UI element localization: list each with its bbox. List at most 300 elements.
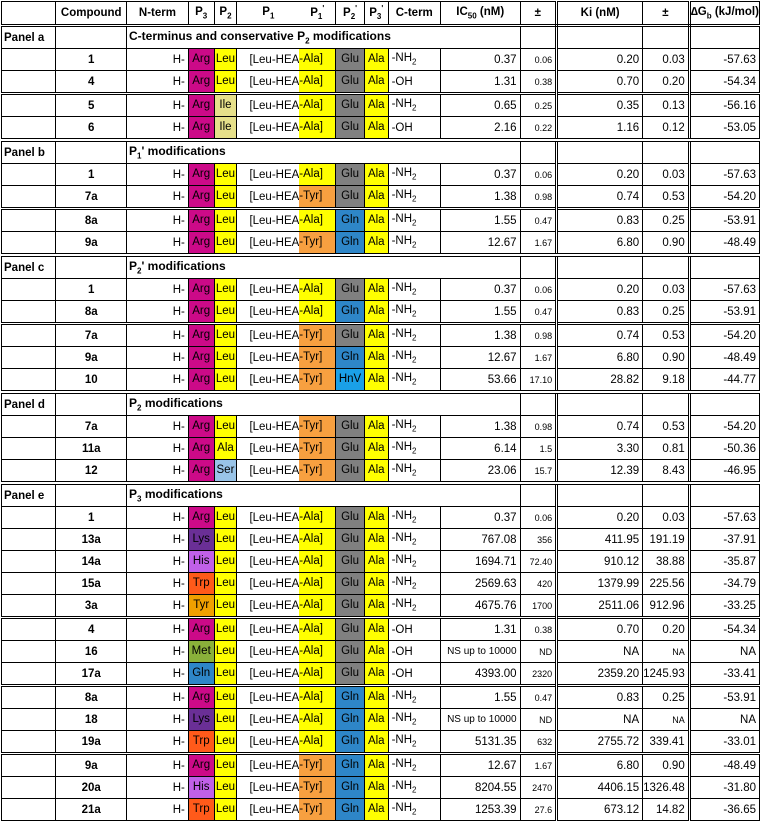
p1p-residue: -Tyr] [299, 186, 335, 207]
panel-blank [557, 392, 643, 416]
p1p-residue-cell [299, 279, 335, 301]
p2p-residue-cell [336, 709, 365, 731]
delta-g-value: -54.34 [723, 623, 756, 636]
p2p-residue-cell [336, 438, 365, 460]
p2p-residue: Glu [336, 117, 364, 138]
ic50-error-cell [520, 279, 557, 301]
ic50-error: 1.67 [534, 760, 553, 771]
ic50-error-cell [520, 49, 557, 71]
ki-value-cell [557, 641, 643, 663]
ic50-value: 1.38 [494, 420, 517, 433]
c-term: -NH [391, 598, 413, 611]
p1p-residue: -Ala] [299, 529, 335, 550]
p3p-residue-cell [364, 324, 388, 347]
ki-error-cell [643, 709, 690, 731]
row-label-blank [2, 94, 56, 117]
ki-error: 9.18 [662, 373, 685, 386]
p2-residue-cell [214, 279, 237, 301]
panel-header-row [2, 483, 760, 507]
ki-value-cell [557, 117, 643, 141]
p2-residue-cell [214, 186, 237, 209]
compound-id-cell [56, 507, 127, 529]
compound-id: 16 [84, 645, 98, 658]
n-term: H- [172, 373, 185, 386]
p3-residue: Met [189, 641, 214, 662]
p2p-residue-cell [336, 573, 365, 595]
delta-g-value-cell [689, 94, 759, 117]
p3-residue-cell [188, 347, 214, 369]
panel-blank [557, 483, 643, 507]
compound-id-cell [56, 117, 127, 141]
ic50-error-cell [520, 232, 557, 256]
p2-residue: Leu [215, 641, 237, 662]
ic50-value-cell [440, 71, 520, 94]
ic50-error-cell [520, 663, 557, 686]
p2p-residue: Glu [336, 507, 364, 528]
p3-residue-cell [188, 777, 214, 799]
p3p-residue: Ala [365, 325, 388, 346]
ki-error-cell [643, 71, 690, 94]
panel-blank [56, 392, 127, 416]
c-term: -NH [391, 189, 413, 202]
p3p-residue: Ala [365, 755, 388, 776]
ki-value-cell [557, 507, 643, 529]
compound-id-cell [56, 460, 127, 484]
delta-g-value: -50.36 [723, 442, 756, 455]
header-compound: Compound [56, 2, 127, 26]
ki-value: 1.16 [616, 121, 640, 134]
ic50-error: 0.38 [534, 76, 553, 87]
panel-header-row [2, 392, 760, 416]
n-term-cell [127, 754, 189, 777]
ic50-error: 72.40 [529, 556, 553, 567]
n-term: H- [172, 577, 185, 590]
c-term: -NH [391, 350, 413, 363]
delta-g-value-cell [689, 438, 759, 460]
table-row [2, 117, 760, 141]
p2p-residue-cell [336, 529, 365, 551]
row-label-blank [2, 573, 56, 595]
p2p-residue: Glu [336, 551, 364, 572]
c-term-sub: 2 [412, 468, 417, 478]
p1p-residue: -Ala] [299, 663, 335, 684]
panel-title [127, 483, 521, 507]
delta-g-value-cell [689, 460, 759, 484]
ic50-error: 1.5 [539, 443, 553, 454]
ki-error-cell [643, 209, 690, 232]
n-term: H- [172, 351, 185, 364]
p3-residue: Arg [189, 164, 214, 185]
panel-blank [56, 140, 127, 164]
p1p-residue: -Ala] [299, 49, 335, 70]
p1p-residue-cell [299, 507, 335, 529]
row-label-blank [2, 663, 56, 686]
n-term: H- [172, 168, 185, 181]
p1-residue-cell [237, 279, 299, 301]
panel-label [2, 392, 56, 416]
panel-blank [557, 26, 643, 49]
compound-id: 15a [81, 577, 101, 590]
row-label-blank [2, 438, 56, 460]
table-row [2, 186, 760, 209]
n-term: H- [172, 190, 185, 203]
p3-residue: Arg [189, 755, 214, 776]
compound-id: 21a [81, 803, 101, 816]
table-row [2, 438, 760, 460]
p3p-residue: Ala [365, 799, 388, 820]
ic50-error: 2470 [532, 782, 553, 793]
ki-value-cell [557, 94, 643, 117]
p2-residue: Ser [215, 460, 237, 481]
p3p-residue-cell [364, 279, 388, 301]
delta-g-value-cell [689, 416, 759, 438]
p2-residue: Ile [215, 117, 237, 138]
ic50-value: 1.31 [494, 75, 517, 88]
p2-residue: Leu [215, 709, 237, 730]
compound-id: 18 [84, 713, 98, 726]
p3p-residue-cell [364, 71, 388, 94]
row-label-blank [2, 686, 56, 709]
p2-residue-cell [214, 438, 237, 460]
delta-g-value: -35.87 [723, 555, 756, 568]
n-term-cell [127, 618, 189, 641]
ic50-value: 2.16 [494, 121, 517, 134]
row-label-blank [2, 507, 56, 529]
n-term: H- [172, 735, 185, 748]
ic50-error: 0.25 [534, 100, 553, 111]
ki-value: 0.83 [616, 305, 640, 318]
p1-residue: [Leu-HEA [249, 735, 300, 748]
p2p-residue: Gln [336, 755, 364, 776]
panel-label-text: Panel c [4, 261, 45, 274]
ki-error-cell [643, 49, 690, 71]
p1-residue: [Leu-HEA [249, 623, 300, 636]
ki-value-cell [557, 754, 643, 777]
p1p-residue-cell [299, 460, 335, 484]
p2-residue: Leu [215, 71, 237, 92]
p1-residue-cell [237, 232, 299, 256]
ki-value-cell [557, 529, 643, 551]
p3p-residue: Ala [365, 663, 388, 684]
p2p-residue-cell [336, 94, 365, 117]
ki-error-cell [643, 529, 690, 551]
ki-value: 2511.06 [598, 599, 640, 612]
c-term-cell [388, 573, 440, 595]
p2p-residue-cell [336, 799, 365, 821]
p2p-residue-cell [336, 686, 365, 709]
p1p-residue: -Tyr] [299, 799, 335, 820]
table-row [2, 709, 760, 731]
delta-g-value-cell [689, 232, 759, 256]
ic50-error-cell [520, 573, 557, 595]
p2-residue-cell [214, 232, 237, 256]
p1-residue-cell [237, 529, 299, 551]
c-term-cell [388, 641, 440, 663]
p1p-residue: -Ala] [299, 709, 335, 730]
ki-error: 1326.48 [643, 781, 685, 794]
delta-g-value: -48.49 [723, 236, 756, 249]
p1p-residue-cell [299, 438, 335, 460]
p1-residue: [Leu-HEA [249, 190, 300, 203]
ic50-value-cell [440, 551, 520, 573]
p3-residue-cell [188, 324, 214, 347]
compound-id: 13a [81, 533, 101, 546]
c-term-cell [388, 94, 440, 117]
p1p-residue-cell [299, 551, 335, 573]
p1-residue: [Leu-HEA [249, 691, 300, 704]
p3-residue-cell [188, 232, 214, 256]
ic50-error: ND [539, 646, 553, 657]
row-label-blank [2, 49, 56, 71]
p2p-residue: Glu [336, 279, 364, 300]
c-term-sub: 2 [412, 424, 417, 434]
p2p-residue: Glu [336, 49, 364, 70]
p2-residue-cell [214, 507, 237, 529]
p3p-residue-cell [364, 460, 388, 484]
compound-id: 9a [84, 236, 98, 249]
compound-id: 3a [84, 599, 98, 612]
p3p-residue: Ala [365, 595, 388, 616]
p1-residue-cell [237, 71, 299, 94]
p1p-residue: -Tyr] [299, 416, 335, 437]
ki-error-cell [643, 369, 690, 393]
c-term: -NH [391, 167, 413, 180]
p1-residue-cell [237, 551, 299, 573]
p2-residue-cell [214, 799, 237, 821]
panel-title-subscript: 2 [137, 403, 142, 413]
table-row [2, 686, 760, 709]
p1p-residue-cell [299, 94, 335, 117]
delta-g-value-cell [689, 117, 759, 141]
header-blank [2, 2, 56, 26]
p2-residue-cell [214, 324, 237, 347]
header-p3p: $P_3'$ [364, 2, 388, 26]
panel-title-text: C-terminus and conservative P [129, 29, 306, 44]
panel-label [2, 140, 56, 164]
table-row [2, 369, 760, 393]
delta-g-value-cell [689, 529, 759, 551]
ki-value: 0.20 [616, 511, 640, 524]
ic50-error-cell [520, 301, 557, 324]
compound-id-cell [56, 799, 127, 821]
delta-g-value: -34.79 [723, 577, 756, 590]
panel-blank [520, 255, 557, 279]
p3p-residue: Ala [365, 416, 388, 437]
ic50-error-cell [520, 71, 557, 94]
compound-id-cell [56, 186, 127, 209]
ki-value: 0.74 [616, 420, 640, 433]
c-term-cell [388, 324, 440, 347]
n-term: H- [172, 442, 185, 455]
ic50-value-cell [440, 416, 520, 438]
ic50-error-cell [520, 731, 557, 754]
delta-g-value-cell [689, 507, 759, 529]
p1-residue-cell [237, 573, 299, 595]
ic50-value: 0.37 [494, 283, 517, 296]
p2-residue: Leu [215, 347, 237, 368]
ki-error-cell [643, 641, 690, 663]
delta-g-value-cell [689, 49, 759, 71]
p1-residue-cell [237, 301, 299, 324]
ic50-value-cell [440, 573, 520, 595]
ic50-error: 0.98 [534, 191, 553, 202]
p3-residue: Arg [189, 687, 214, 708]
p3-residue: Arg [189, 460, 214, 481]
c-term-cell [388, 754, 440, 777]
panel-label-text: Panel b [4, 146, 45, 159]
panel-blank [520, 140, 557, 164]
compound-id-cell [56, 551, 127, 573]
n-term: H- [172, 305, 185, 318]
p2p-residue: Glu [336, 641, 364, 662]
p3-residue-cell [188, 731, 214, 754]
p1-residue-cell [237, 777, 299, 799]
ki-error: NA [672, 714, 685, 725]
p2-residue: Leu [215, 164, 237, 185]
p1p-residue: -Ala] [299, 595, 335, 616]
p1p-residue-cell [299, 618, 335, 641]
panel-title-tail: modifications [309, 29, 391, 44]
ic50-value-cell [440, 164, 520, 186]
panel-title-tail: modifications [141, 396, 223, 411]
ic50-value-cell [440, 460, 520, 484]
c-term-sub: 2 [412, 581, 417, 591]
p3-residue-cell [188, 595, 214, 618]
p1p-residue: -Tyr] [299, 325, 335, 346]
ic50-value-cell [440, 507, 520, 529]
ki-value: 0.83 [616, 214, 640, 227]
p2-residue-cell [214, 71, 237, 94]
p3p-residue: Ala [365, 438, 388, 459]
p1p-residue-cell [299, 573, 335, 595]
p2p-residue-cell [336, 507, 365, 529]
p3-residue-cell [188, 686, 214, 709]
p1p-residue: -Ala] [299, 641, 335, 662]
p3-residue: Arg [189, 95, 214, 116]
ic50-error: 0.98 [534, 421, 553, 432]
ki-error-cell [643, 754, 690, 777]
p1p-residue-cell [299, 709, 335, 731]
p2p-residue: Glu [336, 95, 364, 116]
p2-residue: Leu [215, 799, 237, 820]
p2p-residue-cell [336, 49, 365, 71]
c-term-sub: 2 [412, 57, 417, 67]
p3-residue: Arg [189, 619, 214, 640]
row-label-blank [2, 232, 56, 256]
row-label-blank [2, 186, 56, 209]
p1p-residue-cell [299, 369, 335, 393]
n-term-cell [127, 164, 189, 186]
ic50-value: 4675.76 [474, 599, 517, 612]
delta-g-value-cell [689, 663, 759, 686]
p3-residue-cell [188, 573, 214, 595]
ic50-value-cell [440, 49, 520, 71]
n-term-cell [127, 369, 189, 393]
row-label-blank [2, 799, 56, 821]
header-dg: $\Delta G_b$ (kJ/mol) [689, 2, 759, 26]
p3-residue-cell [188, 164, 214, 186]
p1p-residue: -Tyr] [299, 755, 335, 776]
delta-g-value-cell [689, 71, 759, 94]
p2p-residue: Gln [336, 799, 364, 820]
p1-residue: [Leu-HEA [249, 305, 300, 318]
p2p-residue-cell [336, 595, 365, 618]
p1-residue: [Leu-HEA [249, 645, 300, 658]
delta-g-value-cell [689, 301, 759, 324]
ki-error: 0.03 [662, 53, 685, 66]
ic50-error: 1.67 [534, 237, 553, 248]
c-term-sub: 2 [412, 739, 417, 749]
ic50-value-cell [440, 641, 520, 663]
ic50-error-cell [520, 186, 557, 209]
table-row [2, 209, 760, 232]
panel-blank [56, 255, 127, 279]
p3p-residue: Ala [365, 460, 388, 481]
p1-residue: [Leu-HEA [249, 168, 300, 181]
p2-residue: Ile [215, 95, 237, 116]
ki-value-cell [557, 164, 643, 186]
c-term-cell [388, 731, 440, 754]
ic50-value-cell [440, 301, 520, 324]
delta-g-value-cell [689, 799, 759, 821]
panel-title-subscript: 1 [137, 151, 142, 161]
ki-error: 0.53 [662, 329, 685, 342]
ic50-value-cell [440, 324, 520, 347]
p1-residue: [Leu-HEA [249, 759, 300, 772]
c-term-cell [388, 460, 440, 484]
ki-error-cell [643, 799, 690, 821]
panel-title-subscript: 2 [305, 36, 310, 46]
compound-id: 14a [81, 555, 101, 568]
row-label-blank [2, 416, 56, 438]
p3p-residue: Ala [365, 777, 388, 798]
n-term: H- [172, 803, 185, 816]
p2p-residue-cell [336, 618, 365, 641]
ki-value: 0.70 [616, 75, 640, 88]
ki-value-cell [557, 799, 643, 821]
delta-g-value: -54.20 [723, 329, 756, 342]
p2p-residue: Gln [336, 777, 364, 798]
row-label-blank [2, 164, 56, 186]
p3-residue-cell [188, 186, 214, 209]
delta-g-value-cell [689, 209, 759, 232]
p2-residue: Leu [215, 663, 237, 684]
n-term-cell [127, 117, 189, 141]
compound-id-cell [56, 529, 127, 551]
ki-value-cell [557, 618, 643, 641]
p2-residue-cell [214, 209, 237, 232]
row-label-blank [2, 754, 56, 777]
p1p-residue-cell [299, 754, 335, 777]
p2-residue: Ala [215, 438, 237, 459]
p2p-residue: Gln [336, 731, 364, 752]
delta-g-value: -33.41 [723, 667, 756, 680]
c-term-cell [388, 186, 440, 209]
table-row [2, 71, 760, 94]
table-row [2, 529, 760, 551]
ic50-value: 1.38 [494, 329, 517, 342]
ki-value: 4406.15 [597, 781, 640, 794]
n-term-cell [127, 416, 189, 438]
ic50-value-cell [440, 232, 520, 256]
c-term-cell [388, 799, 440, 821]
ic50-error: ND [539, 714, 553, 725]
p2p-residue-cell [336, 279, 365, 301]
ki-error: 14.82 [655, 803, 685, 816]
ic50-value: 1253.39 [474, 803, 517, 816]
ki-error-cell [643, 117, 690, 141]
delta-g-value: -31.80 [723, 781, 756, 794]
